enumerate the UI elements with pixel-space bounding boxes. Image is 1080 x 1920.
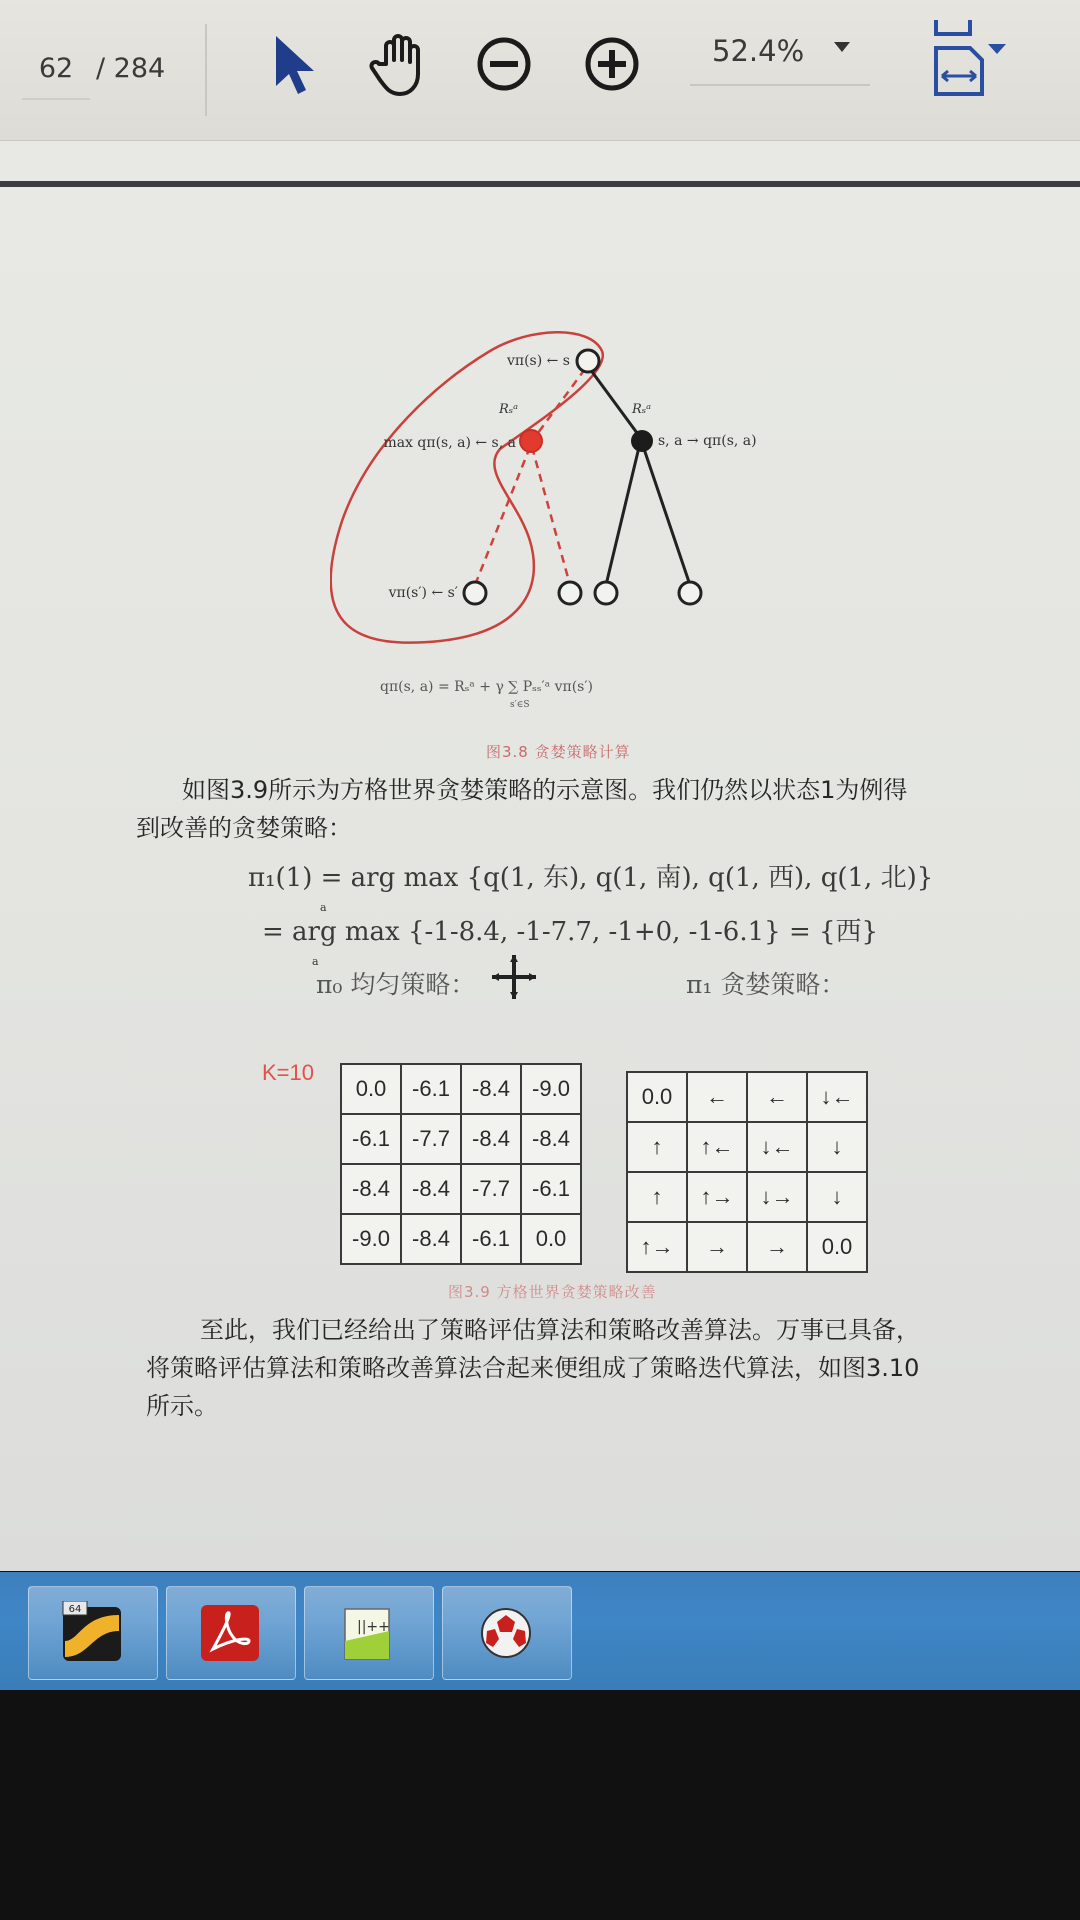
- zoom-in-icon[interactable]: [576, 28, 648, 100]
- select-arrow-icon[interactable]: [262, 28, 334, 100]
- value-cell: -9.0: [521, 1064, 581, 1114]
- policy-cell: ↑: [627, 1122, 687, 1172]
- value-cell: -6.1: [461, 1214, 521, 1264]
- page-separator: [0, 181, 1080, 187]
- figure-3-8-caption: 图3.8 贪婪策略计算: [486, 743, 631, 761]
- paragraph-1-line-2: 到改善的贪婪策略：: [136, 814, 352, 842]
- hand-tool-icon[interactable]: [366, 28, 438, 100]
- app-64-badge: 64: [68, 1604, 82, 1615]
- document-page: [0, 141, 1080, 1571]
- figure-3-9-caption: 图3.9 方格世界贪婪策略改善: [448, 1283, 657, 1301]
- zoom-dropdown-icon[interactable]: [832, 40, 852, 54]
- k-iteration-label: K=10: [262, 1060, 314, 1085]
- policy-cell: 0.0: [807, 1222, 867, 1272]
- value-cell: -6.1: [401, 1064, 461, 1114]
- toolbar-divider: [205, 24, 207, 116]
- policy-cell: ↓: [807, 1172, 867, 1222]
- leaf-state-node: [595, 582, 617, 604]
- action-node: [631, 430, 653, 452]
- action-value-label: s, a → qπ(s, a): [658, 433, 757, 449]
- policy-cell: ←: [747, 1072, 807, 1122]
- four-direction-arrows-icon: [488, 951, 540, 1003]
- windows-taskbar: [0, 1572, 1080, 1690]
- value-cell: -7.7: [401, 1114, 461, 1164]
- monitor-bezel: [0, 1690, 1080, 1920]
- reward-right-label: Rₛᵃ: [632, 402, 652, 417]
- policy-argmax-line-1: π₁(1) = arg max {q(1, 东), q(1, 南), q(1, 西), q(1, 北)}: [248, 863, 934, 893]
- policy-cell: ↓←: [807, 1072, 867, 1122]
- reward-left-label: Rₛᵃ: [498, 402, 518, 417]
- value-cell: -9.0: [341, 1214, 401, 1264]
- policy-argmax-line-2: = arg max {-1-8.4, -1-7.7, -1+0, -1-6.1} = {西}: [262, 917, 879, 947]
- value-cell: -8.4: [341, 1164, 401, 1214]
- app-64-icon: [59, 1601, 125, 1665]
- paragraph-2-line-3: 所示。: [146, 1392, 218, 1420]
- page-total: / 284: [96, 53, 166, 84]
- acrobat-icon: [197, 1601, 263, 1665]
- soccer-app-icon: [473, 1601, 539, 1665]
- policy-cell: ↑→: [687, 1172, 747, 1222]
- value-cell: -8.4: [521, 1114, 581, 1164]
- zoom-select[interactable]: [690, 24, 870, 86]
- paragraph-2-line-1: 至此，我们已经给出了策略评估算法和策略改善算法。万事已具备，: [200, 1316, 920, 1344]
- leaf-state-node: [464, 582, 486, 604]
- paragraph-2-line-2: 将策略评估算法和策略改善算法合起来便组成了策略迭代算法，如图3.10: [146, 1354, 920, 1382]
- taskbar-app-64[interactable]: [28, 1586, 158, 1680]
- value-cell: 0.0: [521, 1214, 581, 1264]
- value-cell: 0.0: [341, 1064, 401, 1114]
- policy-cell: →: [687, 1222, 747, 1272]
- value-cell: -6.1: [341, 1114, 401, 1164]
- fit-page-icon[interactable]: [920, 14, 1010, 100]
- policy-cell: →: [747, 1222, 807, 1272]
- leaf-state-label: vπ(s′) ← s′: [388, 585, 458, 601]
- policy-cell: ↓: [807, 1122, 867, 1172]
- greedy-action-node: [520, 430, 542, 452]
- value-cell: -8.4: [401, 1214, 461, 1264]
- policy-cell: ←: [687, 1072, 747, 1122]
- taskbar-acrobat[interactable]: [166, 1586, 296, 1680]
- value-cell: -6.1: [521, 1164, 581, 1214]
- leaf-state-node: [559, 582, 581, 604]
- page-number-input[interactable]: 62: [22, 40, 90, 100]
- q-equation-sub: s′∈S: [510, 700, 530, 710]
- greedy-policy-title: π₁ 贪婪策略：: [686, 970, 846, 999]
- zoom-out-icon[interactable]: [468, 28, 540, 100]
- notepad-plus-plus-icon: [335, 1601, 401, 1665]
- root-state-node: [577, 350, 599, 372]
- policy-cell: ↓←: [747, 1122, 807, 1172]
- policy-cell: ↓→: [747, 1172, 807, 1222]
- top-state-label: vπ(s) ← s: [506, 353, 570, 369]
- q-equation: qπ(s, a) = Rₛᵃ + γ ∑ Pₛₛ′ᵃ vπ(s′): [380, 679, 593, 695]
- argmax-subscript: a: [320, 901, 327, 914]
- zoom-value: 52.4%: [712, 34, 805, 68]
- value-function-grid: [340, 1063, 582, 1265]
- greedy-policy-diagram: [330, 331, 800, 711]
- paragraph-1-line-1: 如图3.9所示为方格世界贪婪策略的示意图。我们仍然以状态1为例得: [182, 776, 908, 804]
- value-cell: -8.4: [461, 1114, 521, 1164]
- greedy-action-label: max qπ(s, a) ← s, a: [383, 435, 516, 451]
- policy-cell: ↑→: [627, 1222, 687, 1272]
- greedy-policy-grid: [626, 1071, 868, 1273]
- taskbar-notepad-plus-plus[interactable]: [304, 1586, 434, 1680]
- value-cell: -8.4: [461, 1064, 521, 1114]
- taskbar-soccer-app[interactable]: [442, 1586, 572, 1680]
- svg-text:||++: ||++: [357, 1619, 390, 1635]
- policy-cell: ↑: [627, 1172, 687, 1222]
- uniform-policy-title: π₀ 均匀策略：: [316, 970, 476, 999]
- policy-cell: 0.0: [627, 1072, 687, 1122]
- pdf-toolbar: [0, 0, 1080, 141]
- policy-cell: ↑←: [687, 1122, 747, 1172]
- argmax-subscript: a: [312, 955, 319, 968]
- value-cell: -7.7: [461, 1164, 521, 1214]
- value-cell: -8.4: [401, 1164, 461, 1214]
- leaf-state-node: [679, 582, 701, 604]
